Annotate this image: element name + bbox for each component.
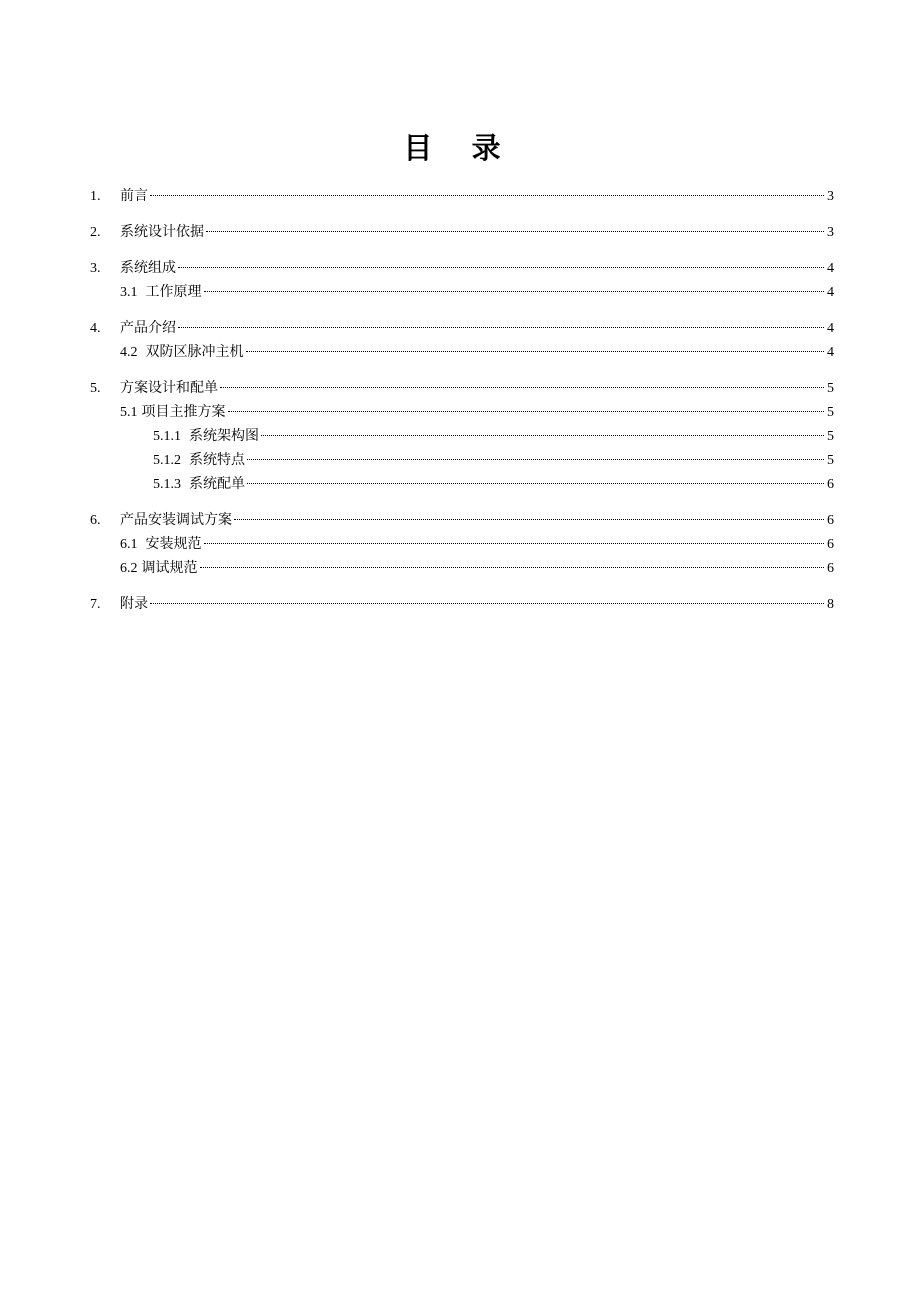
toc-entry-title: 方案设计和配单	[120, 381, 218, 396]
toc-dot-leader	[200, 567, 825, 568]
toc-entry-title: 系统特点	[189, 453, 245, 468]
toc-entry-number: 3.1	[120, 285, 138, 300]
toc-dot-leader	[206, 231, 824, 232]
toc-subentry[interactable]	[90, 341, 834, 365]
toc-entry-page: 4	[827, 321, 834, 336]
toc-entry-number: 2.	[90, 225, 101, 240]
toc-dot-leader	[246, 351, 825, 352]
toc-subsubentry[interactable]	[90, 449, 834, 473]
toc-entry-number: 1.	[90, 189, 101, 204]
toc-entry[interactable]	[90, 185, 834, 209]
toc-subentry[interactable]	[90, 533, 834, 557]
toc-entry-title: 安装规范	[145, 537, 202, 552]
toc-entry[interactable]	[90, 377, 834, 401]
toc-dot-leader	[247, 483, 824, 484]
toc-entry-number: 5.	[90, 381, 101, 396]
toc-entry[interactable]	[90, 509, 834, 533]
toc-entry-title: 调试规范	[141, 561, 198, 576]
toc-entry-title: 系统组成	[120, 261, 176, 276]
toc-entry-page: 3	[827, 189, 834, 204]
toc-list	[90, 185, 834, 617]
toc-entry-page: 8	[827, 597, 834, 612]
toc-entry[interactable]	[90, 317, 834, 341]
toc-subsubentry[interactable]	[90, 425, 834, 449]
toc-entry-number: 7.	[90, 597, 101, 612]
toc-entry-title: 工作原理	[145, 285, 202, 300]
toc-dot-leader	[204, 291, 825, 292]
toc-dot-leader	[178, 267, 824, 268]
toc-entry-page: 6	[827, 513, 834, 528]
toc-dot-leader	[261, 435, 824, 436]
toc-entry-page: 3	[827, 225, 834, 240]
toc-entry-page: 6	[827, 561, 834, 576]
toc-entry-number: 3.	[90, 261, 101, 276]
toc-entry-title: 产品介绍	[120, 321, 176, 336]
toc-entry-number: 5.1	[120, 405, 138, 420]
toc-entry-page: 6	[827, 477, 834, 492]
toc-dot-leader	[220, 387, 824, 388]
toc-entry-title: 产品安装调试方案	[120, 513, 232, 528]
toc-entry[interactable]	[90, 257, 834, 281]
toc-subentry[interactable]	[90, 557, 834, 581]
toc-dot-leader	[228, 411, 825, 412]
toc-dot-leader	[247, 459, 824, 460]
toc-entry-number: 5.1.3	[153, 477, 181, 492]
toc-entry-title: 附录	[120, 597, 148, 612]
toc-entry-number: 6.2	[120, 561, 138, 576]
toc-subentry[interactable]	[90, 401, 834, 425]
toc-entry-title: 双防区脉冲主机	[145, 345, 244, 360]
toc-dot-leader	[234, 519, 824, 520]
toc-entry-title: 系统配单	[189, 477, 245, 492]
toc-dot-leader	[204, 543, 825, 544]
toc-dot-leader	[150, 603, 824, 604]
toc-title: 目 录	[403, 133, 517, 165]
toc-entry-page: 5	[827, 429, 834, 444]
toc-entry-number: 6.1	[120, 537, 138, 552]
toc-dot-leader	[150, 195, 824, 196]
toc-entry-title: 前言	[120, 189, 148, 204]
toc-entry-page: 4	[827, 345, 834, 360]
toc-entry-number: 5.1.2	[153, 453, 181, 468]
toc-entry-number: 4.	[90, 321, 101, 336]
toc-entry-page: 5	[827, 405, 834, 420]
toc-entry-number: 4.2	[120, 345, 138, 360]
toc-entry-title: 项目主推方案	[141, 405, 226, 420]
toc-entry-title: 系统架构图	[189, 429, 259, 444]
toc-entry[interactable]	[90, 221, 834, 245]
toc-entry-page: 4	[827, 285, 834, 300]
toc-entry[interactable]	[90, 593, 834, 617]
toc-dot-leader	[178, 327, 824, 328]
toc-entry-page: 4	[827, 261, 834, 276]
toc-entry-page: 6	[827, 537, 834, 552]
toc-subentry[interactable]	[90, 281, 834, 305]
toc-entry-title: 系统设计依据	[120, 225, 204, 240]
toc-entry-number: 5.1.1	[153, 429, 181, 444]
toc-entry-number: 6.	[90, 513, 101, 528]
toc-entry-page: 5	[827, 453, 834, 468]
toc-entry-page: 5	[827, 381, 834, 396]
toc-subsubentry[interactable]	[90, 473, 834, 497]
